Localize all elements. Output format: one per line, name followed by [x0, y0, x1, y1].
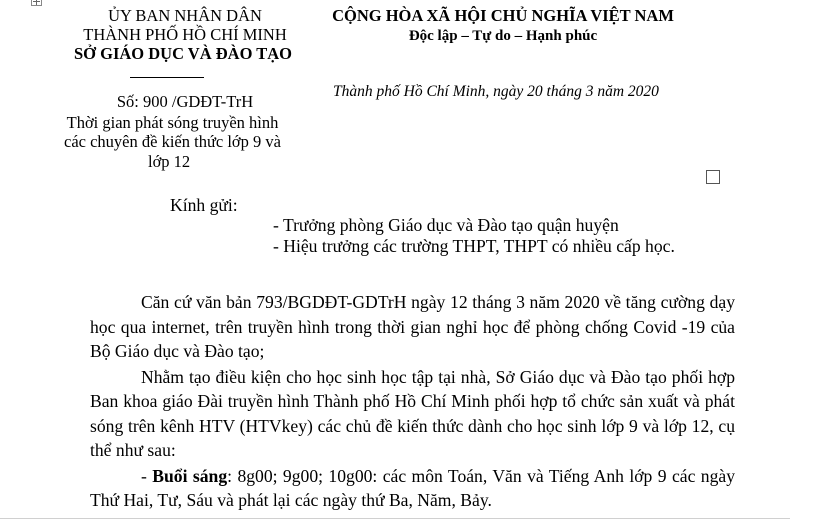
subject-line-1: Thời gian phát sóng truyền hình: [66, 113, 279, 132]
bullet-prefix: -: [141, 465, 153, 486]
document-body: [90, 290, 735, 513]
recipients-label: Kính gửi:: [170, 195, 238, 215]
document-number: Số: 900 /GDĐT-TrH: [116, 92, 254, 111]
bullet-text: : 8g00; 9g00; 10g00: các môn Toán, Văn và Tiếng Anh lớp 9 các ngày Thứ Hai, Tư, Sáu và phát lại các ngày thứ Ba, Năm, Bảy.: [90, 465, 735, 510]
page-bottom-edge: [0, 518, 790, 519]
subject-line-2: các chuyên đề kiến thức lớp 9 và: [64, 132, 281, 151]
issuer-line-2: THÀNH PHỐ HỒ CHÍ MINH: [83, 25, 287, 44]
body-paragraph-1: Căn cứ văn bản 793/BGDĐT-GDTrH ngày 12 tháng 3 năm 2020 về tăng cường dạy học qua internet, trên truyền hình trong thời gian nghỉ học để phòng chống Covid -19 của Bộ Giáo dục và Đào tạo;: [90, 292, 735, 361]
recipient-item-2: - Hiệu trưởng các trường THPT, THPT có nhiều cấp học.: [273, 236, 675, 256]
body-bullet-morning: [90, 464, 735, 513]
national-motto: Độc lập – Tự do – Hạnh phúc: [408, 28, 598, 44]
issuer-department: SỞ GIÁO DỤC VÀ ĐÀO TẠO: [73, 44, 293, 63]
national-title: CỘNG HÒA XÃ HỘI CHỦ NGHĨA VIỆT NAM: [332, 6, 674, 25]
body-paragraph-2: Nhằm tạo điều kiện cho học sinh học tập tại nhà, Sở Giáo dục và Đào tạo phối hợp Ban khoa giáo Đài truyền hình Thành phố Hồ Chí Minh phối hợp tổ chức sản xuất và phát sóng trên kênh HTV (HTVkey) các chủ đề kiến thức dành cho học sinh lớp 9 và lớp 12, cụ thể như sau:: [90, 366, 735, 460]
recipient-item-1: - Trưởng phòng Giáo dục và Đào tạo quận huyện: [273, 215, 619, 235]
issuer-line-1: ỦY BAN NHÂN DÂN: [108, 6, 262, 25]
place-date: Thành phố Hồ Chí Minh, ngày 20 tháng 3 năm 2020: [333, 83, 659, 100]
subject-line-3: lớp 12: [148, 152, 191, 171]
issuer-underline: [130, 77, 204, 78]
checkbox[interactable]: [706, 170, 720, 184]
motto-underline: [420, 49, 586, 50]
bullet-label: Buổi sáng: [152, 465, 228, 486]
table-move-handle-icon[interactable]: [31, 0, 42, 6]
